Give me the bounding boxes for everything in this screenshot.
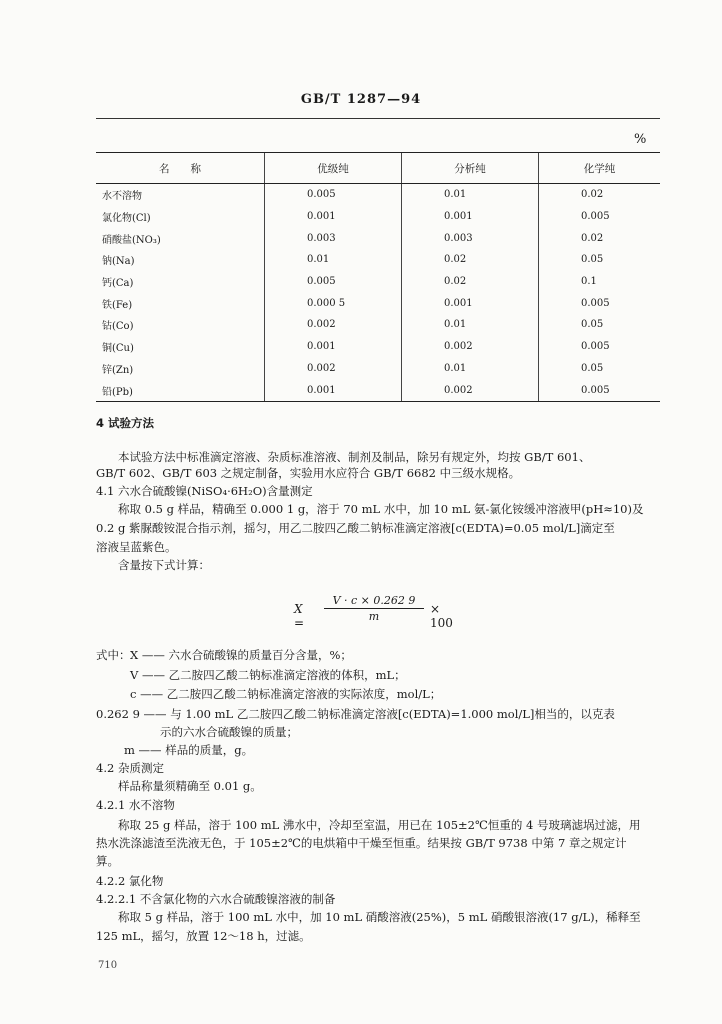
cell-name: 氯化物(Cl) [102, 213, 151, 225]
header-rule [96, 118, 660, 119]
cell-value: 0.01 [402, 358, 539, 380]
cell-value: 0.005 [539, 379, 661, 401]
var-k-line-1: 0.262 9 —— 与 1.00 mL 乙二胺四乙酸二钠标准滴定溶液[c(EDTA)=1.000 mol/L]相当的，以克表 [96, 707, 615, 721]
cell-name: 铜(Cu) [102, 343, 134, 355]
col-header-chemical: 化学纯 [539, 153, 661, 184]
cell-value: 0.01 [402, 314, 539, 336]
formula-lhs: X = [294, 602, 305, 630]
formula-fraction [324, 594, 424, 623]
intro-line-1: 本试验方法中标准滴定溶液、杂质标准溶液、制剂及制品，除另有规定外，均按 GB/T 601、 [118, 450, 591, 464]
unit-mark: % [634, 132, 647, 147]
table-row [96, 271, 660, 293]
s4221-line-2: 125 mL，摇匀，放置 12～18 h，过滤。 [96, 929, 311, 943]
cell-value: 0.01 [402, 184, 539, 206]
col-header-name: 名 称 [96, 153, 265, 184]
cell-name: 钙(Ca) [102, 278, 134, 290]
cell-name: 水不溶物 [102, 191, 142, 203]
cell-value: 0.05 [539, 314, 661, 336]
cell-value: 0.002 [265, 358, 402, 380]
cell-value: 0.002 [265, 314, 402, 336]
table-row [96, 379, 660, 401]
cell-name: 硝酸盐(NO₃) [102, 234, 161, 246]
cell-value: 0.02 [539, 227, 661, 249]
s421-line-2: 热水洗涤滤渣至洗液无色，于 105±2℃的电烘箱中干燥至恒重。结果按 GB/T 9738 中第 7 章之规定计 [96, 836, 627, 850]
where-label: 式中： [96, 648, 131, 662]
section-4-title: 4 试验方法 [96, 416, 155, 430]
section-4-2-2-title: 4.2.2 氯化物 [96, 874, 164, 888]
section-4-1-title: 4.1 六水合硫酸镍(NiSO₄·6H₂O)含量测定 [96, 484, 313, 498]
cell-value: 0.003 [265, 227, 402, 249]
cell-value: 0.002 [402, 336, 539, 358]
page-number: 710 [98, 960, 118, 971]
table-row [96, 314, 660, 336]
table-row [96, 249, 660, 271]
table-row [96, 184, 660, 206]
col-header-guaranteed: 优级纯 [265, 153, 402, 184]
cell-value: 0.003 [402, 227, 539, 249]
s41-line-2: 0.2 g 紫脲酸铵混合指示剂，摇匀，用乙二胺四乙酸二钠标准滴定溶液[c(EDTA)=0.05 mol/L]滴定至 [96, 521, 615, 535]
cell-name: 钴(Co) [102, 321, 134, 333]
cell-value: 0.001 [265, 336, 402, 358]
cell-value: 0.02 [539, 184, 661, 206]
s41-line-1: 称取 0.5 g 样品，精确至 0.000 1 g，溶于 70 mL 水中，加 10 mL 氨-氯化铵缓冲溶液甲(pH≈10)及 [118, 502, 644, 516]
cell-value: 0.000 5 [265, 292, 402, 314]
intro-line-2: GB/T 602、GB/T 603 之规定制备，实验用水应符合 GB/T 6682 中三级水规格。 [96, 466, 521, 480]
table-row [96, 206, 660, 228]
cell-value: 0.05 [539, 249, 661, 271]
cell-value: 0.02 [402, 249, 539, 271]
section-4-2-2-1-title: 4.2.2.1 不含氯化物的六水合硫酸镍溶液的制备 [96, 892, 336, 906]
cell-value: 0.001 [265, 206, 402, 228]
s421-line-1: 称取 25 g 样品，溶于 100 mL 沸水中，冷却至室温，用已在 105±2℃恒重的 4 号玻璃滤埚过滤，用 [118, 818, 641, 832]
cell-name: 铅(Pb) [96, 379, 265, 401]
cell-value: 0.005 [539, 336, 661, 358]
formula-rhs: × 100 [430, 602, 453, 630]
cell-value: 0.02 [402, 271, 539, 293]
cell-value: 0.002 [402, 379, 539, 401]
cell-name: 钠(Na) [102, 256, 135, 268]
cell-value: 0.001 [265, 379, 402, 401]
section-4-2-1-title: 4.2.1 水不溶物 [96, 798, 175, 812]
cell-value: 0.001 [402, 206, 539, 228]
calc-intro: 含量按下式计算： [118, 558, 210, 572]
cell-name: 铁(Fe) [102, 299, 133, 311]
s41-line-3: 溶液呈蓝紫色。 [96, 540, 177, 554]
var-m: m —— 样品的质量，g。 [124, 743, 254, 757]
cell-value: 0.1 [539, 271, 661, 293]
cell-value: 0.005 [265, 271, 402, 293]
standard-number: GB/T 1287—94 [300, 92, 422, 107]
s4221-line-1: 称取 5 g 样品，溶于 100 mL 水中，加 10 mL 硝酸溶液(25%)，5 mL 硝酸银溶液(17 g/L)，稀释至 [118, 910, 641, 924]
table-row [96, 227, 660, 249]
cell-value: 0.005 [539, 206, 661, 228]
formula-denominator: m [368, 610, 380, 623]
cell-value: 0.001 [402, 292, 539, 314]
formula-numerator: V · c × 0.262 9 [324, 594, 424, 609]
cell-value: 0.05 [539, 358, 661, 380]
cell-value: 0.005 [539, 292, 661, 314]
s421-line-3: 算。 [96, 854, 119, 868]
cell-name: 锌(Zn) [102, 364, 134, 376]
table-row [96, 292, 660, 314]
table-row [96, 336, 660, 358]
table-header-row [96, 153, 660, 184]
section-4-2-title: 4.2 杂质测定 [96, 761, 164, 775]
table-row [96, 358, 660, 380]
s42-line: 样品称量须精确至 0.01 g。 [118, 779, 262, 793]
var-k-line-2: 示的六水合硫酸镍的质量； [160, 725, 298, 739]
var-x: X —— 六水合硫酸镍的质量百分含量，%； [130, 648, 352, 662]
col-header-analytical: 分析纯 [402, 153, 539, 184]
var-v: V —— 乙二胺四乙酸二钠标准滴定溶液的体积，mL； [130, 668, 406, 682]
cell-value: 0.005 [265, 184, 402, 206]
var-c: c —— 乙二胺四乙酸二钠标准滴定溶液的实际浓度，mol/L； [130, 687, 442, 701]
specification-table [96, 152, 660, 402]
cell-value: 0.01 [265, 249, 402, 271]
